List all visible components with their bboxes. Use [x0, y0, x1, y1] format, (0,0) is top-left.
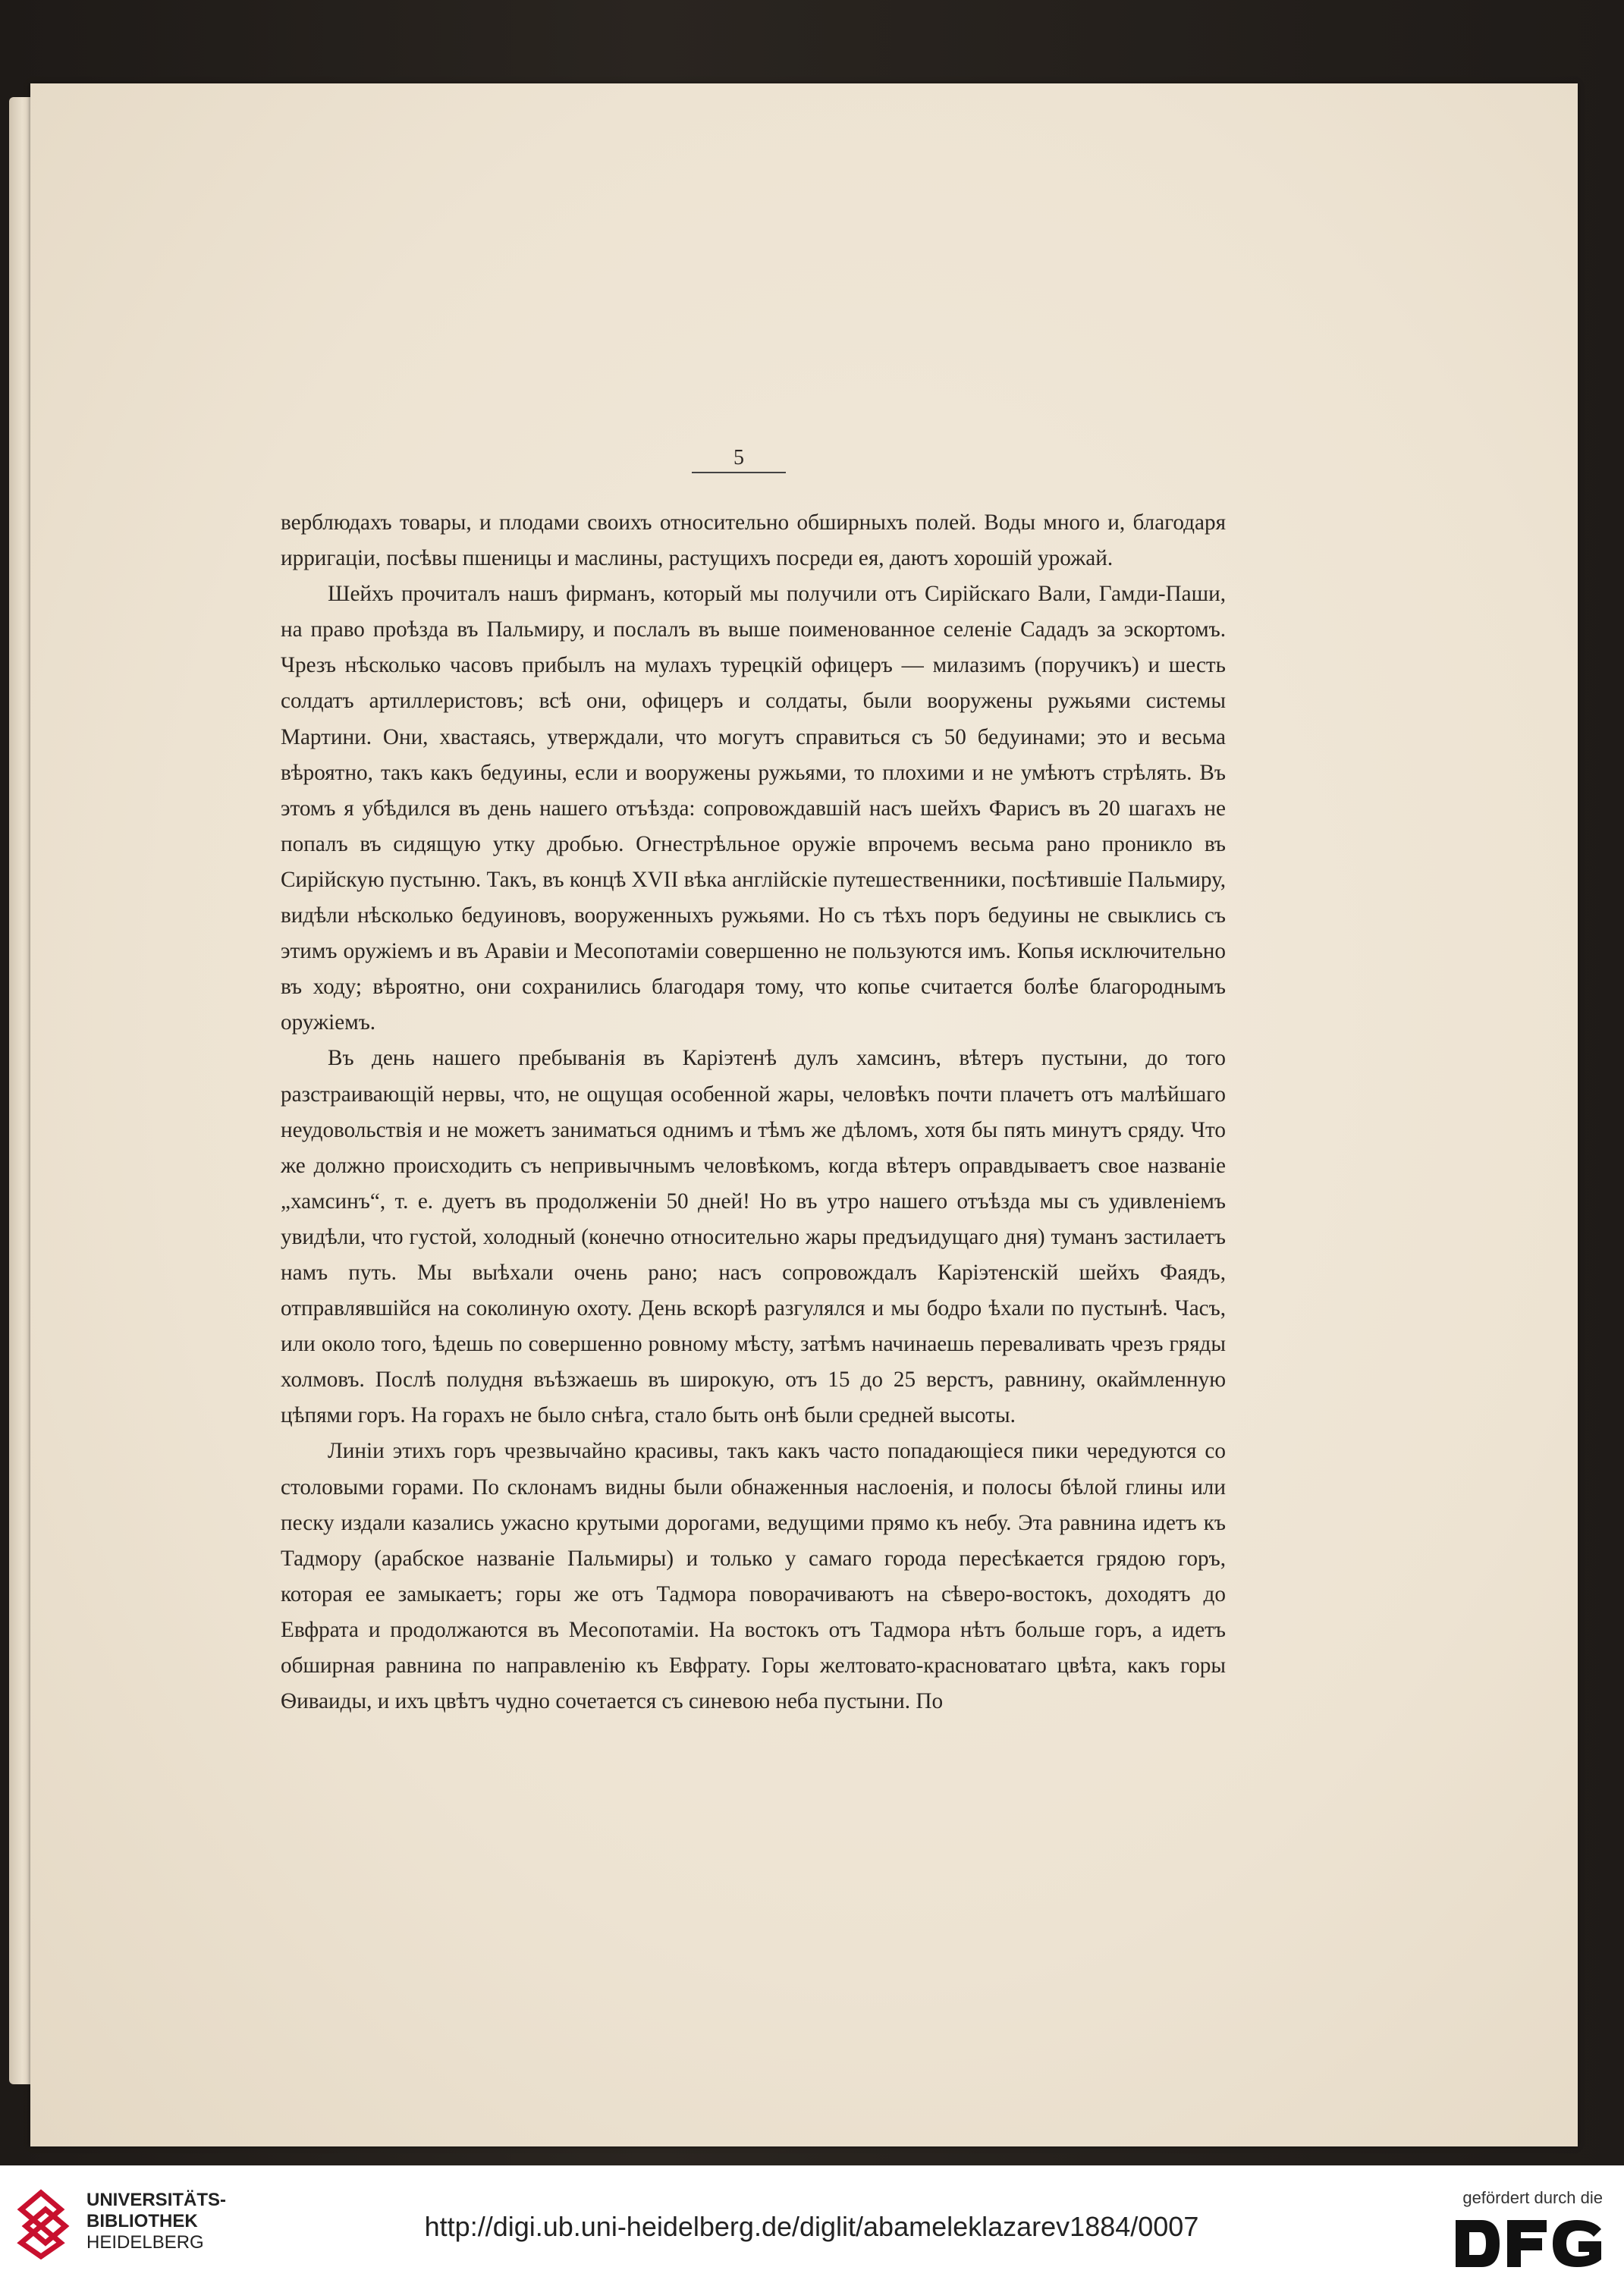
paragraph: Въ день нашего пребыванія въ Каріэтенѣ дулъ хамсинъ, вѣтеръ пустыни, до того разстраивающій нервы, что, не ощущая особенной жары, человѣкъ почти плачетъ отъ малѣйшаго неудовольствія и не можетъ заниматься однимъ и тѣмъ же дѣломъ, хотя бы пять минутъ сряду. Что же должно происходить съ непривычнымъ человѣкомъ, когда вѣтеръ оправдываетъ свое названіе „хамсинъ“, т. е. дуетъ въ продолженіи 50 дней! Но въ утро нашего отъѣзда мы съ удивленіемъ увидѣли, что густой, холодный (конечно относительно жары предъидущаго дня) туманъ застилаетъ намъ путь. Мы выѣхали очень рано; насъ сопровождалъ Каріэтенскій шейхъ Фаядъ, отправлявшійся на соколиную охоту. День вскорѣ разгулялся и мы бодро ѣхали по пустынѣ. Часъ, или около того, ѣдешь по совершенно ровному мѣсту, затѣмъ начинаешь переваливать чрезъ гряды холмовъ. Послѣ полудня въѣзжаешь въ широкую, отъ 15 до 25 верстъ, равнину, окаймленную цѣпями горъ. На горахъ не было снѣга, стало быть онѣ были средней высоты. — [281, 1046, 1226, 1428]
book-page — [30, 83, 1578, 2146]
paragraph: верблюдахъ товары, и плодами своихъ относительно обширныхъ полей. Воды много и, благодаря ирригаціи, посѣвы пшеницы и маслины, растущихъ посреди ея, даютъ хорошій урожай. — [281, 510, 1226, 571]
library-name — [86, 2190, 226, 2253]
page-number: 5 — [733, 446, 744, 469]
library-city: HEIDELBERG — [86, 2232, 204, 2253]
footer-bar — [0, 2165, 1624, 2283]
library-name-line: UNIVERSITÄTS- — [86, 2190, 227, 2210]
university-library-logo[interactable] — [15, 2187, 71, 2259]
permalink-url[interactable]: http://digi.ub.uni-heidelberg.de/diglit/abameleklazarev1884/0007 — [424, 2211, 1199, 2242]
page-number-rule — [692, 472, 786, 473]
body-text — [281, 505, 1226, 1719]
paragraph: Линіи этихъ горъ чрезвычайно красивы, такъ какъ часто попадающіеся пики чередуются со столовыми горами. По склонамъ видны были обнаженныя наслоенія, и полосы бѣлой глины или песку издали казались ужасно крутыми дорогами, ведущими прямо къ небу. Эта равнина идетъ къ Тадмору (арабское названіе Пальмиры) и только у самаго города пересѣкается грядою горъ, которая ее замыкаетъ; горы же отъ Тадмора поворачиваютъ на сѣверо-востокъ, доходятъ до Евфрата и продолжаются въ Месопотаміи. На востокъ отъ Тадмора нѣтъ больше горъ, а идетъ обширная равнина по направленію къ Евфрату. Горы желтовато-красноватаго цвѣта, какъ горы Ѳиваиды, и ихъ цвѣтъ чудно сочетается съ синевою неба пустыни. По — [281, 1439, 1226, 1714]
paragraph: Шейхъ прочиталъ нашъ фирманъ, который мы получили отъ Сирійскаго Вали, Гамди-Паши, на право проѣзда въ Пальмиру, и послалъ въ выше поименованное селеніе Сададъ за эскортомъ. Чрезъ нѣсколько часовъ прибылъ на мулахъ турецкій офицеръ — милазимъ (поручикъ) и шесть солдатъ артиллеристовъ; всѣ они, офицеръ и солдаты, были вооружены ружьями системы Мартини. Они, хвастаясь, утверждали, что могутъ справиться съ 50 бедуинами; это и весьма вѣроятно, такъ какъ бедуины, если и вооружены ружьями, то плохими и не умѣютъ стрѣлять. Въ этомъ я убѣдился въ день нашего отъѣзда: сопровождавшій насъ шейхъ Фарисъ въ 20 шагахъ не попалъ въ сидящую утку дробью. Огнестрѣльное оружіе впрочемъ весьма рано проникло въ Сирійскую пустыню. Такъ, въ концѣ XVII вѣка англійскіе путешественники, посѣтившіе Пальмиру, видѣли нѣсколько бедуиновъ, вооруженныхъ ружьями. Но съ тѣхъ поръ бедуины не свыклись съ этимъ оружіемъ и въ Аравіи и Месопотаміи совершенно не пользуются имъ. Копья исключительно въ ходу; вѣроятно, они сохранились благодаря тому, что копье считается болѣе благороднымъ оружіемъ. — [281, 582, 1226, 1035]
funding-label: gefördert durch die — [1462, 2188, 1603, 2207]
library-name-line: BIBLIOTHEK — [86, 2211, 198, 2231]
dfg-logo[interactable] — [1453, 2217, 1603, 2270]
